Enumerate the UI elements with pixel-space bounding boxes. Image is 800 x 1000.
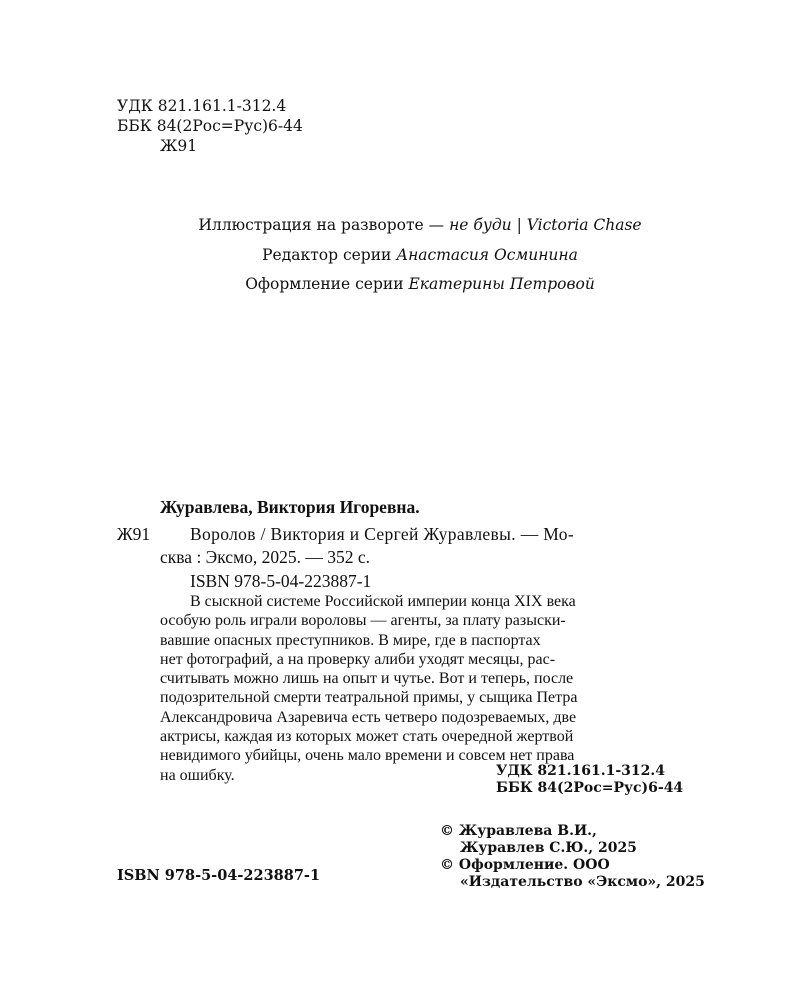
author-mark: Ж91 [160,137,198,155]
catalog-isbn: ISBN 978-5-04-223887-1 [190,571,372,591]
copyright-authors-cont: Журавлев С.Ю., 2025 [460,840,637,856]
annotation-line: актрисы, каждая из которых может стать очередной жертвой [160,728,574,746]
copyright-design: © Оформление. ООО [440,857,610,873]
catalog-title-line1: Воролов / Виктория и Сергей Журавлевы. — Мо- [190,524,575,544]
annotation-line: подозрительной смерти театральной примы, у сыщика Петра [160,689,578,707]
copyright-authors: © Журавлева В.И., [440,823,597,839]
annotation-line: невидимого убийцы, очень мало времени и совсем нет права [160,747,575,765]
catalog-title-line2: сква : Эксмо, 2025. — 352 с. [160,547,371,567]
design-credit: Оформление серии Екатерины Петровой [245,275,595,293]
annotation-line: вавшие опасных преступников. В мире, где в паспортах [160,631,541,649]
isbn-bottom: ISBN 978-5-04-223887-1 [117,867,321,884]
catalog-mark: Ж91 [117,524,151,544]
editor-credit: Редактор серии Анастасия Осминина [262,246,578,264]
catalog-bbk: ББК 84(2Рос=Рус)6-44 [496,780,684,796]
catalog-author: Журавлева, Виктория Игоревна. [160,497,420,517]
catalog-annotation [160,592,715,785]
copyright-publisher: «Издательство «Эксмо», 2025 [460,874,705,890]
annotation-line: нет фотографий, а на проверку алиби уходят месяцы, рас- [160,650,556,668]
bbk-code: ББК 84(2Рос=Рус)6-44 [117,117,303,135]
annotation-line: считывать можно лишь на опыт и чутье. Вот и теперь, после [160,670,574,688]
annotation-line: В сыскной системе Российской империи конца XIX века [190,593,576,610]
annotation-line: особую роль играли вороловы — агенты, за плату разыски- [160,612,566,630]
illustration-credit: Иллюстрация на развороте — не буди | Victoria Chase [198,216,642,234]
annotation-line: Александровича Азаревича есть четверо подозреваемых, две [160,708,577,726]
catalog-udk: УДК 821.161.1-312.4 [496,763,666,779]
udk-code: УДК 821.161.1-312.4 [117,97,287,115]
annotation-line: на ошибку. [160,766,235,784]
